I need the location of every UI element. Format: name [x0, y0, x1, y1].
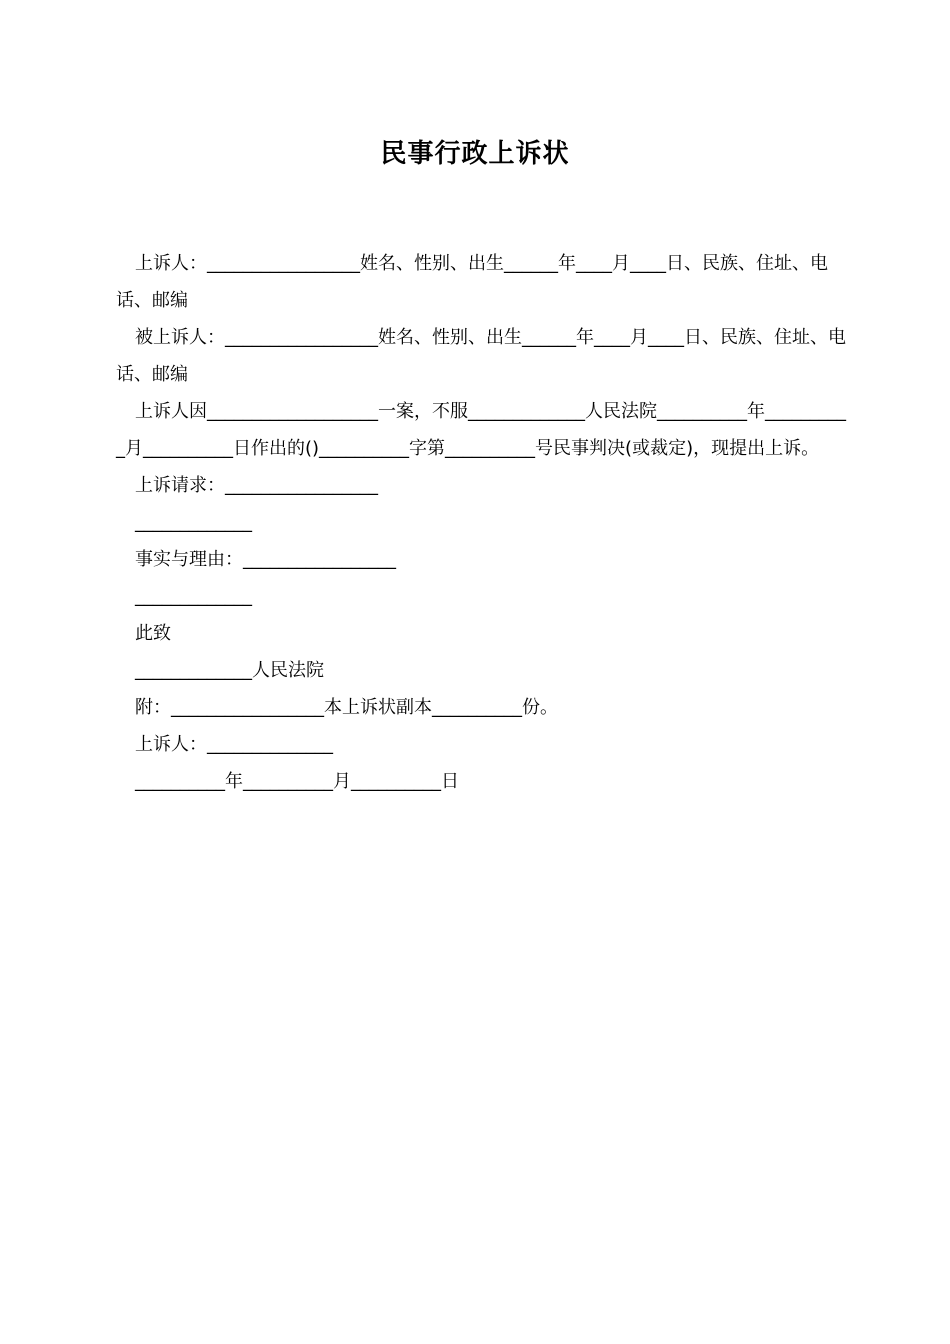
date-line: __________年__________月__________日: [135, 771, 459, 792]
court-line: _____________人民法院: [135, 660, 324, 681]
case-paragraph: 上诉人因___________________一案，不服_____________人民法院__________年__________月__________日作出的()__________字第__________号民事判决(或裁定)，现提出上诉。: [116, 401, 846, 459]
appellee-paragraph: 被上诉人：_________________姓名、性别、出生______年____月____日、民族、住址、电话、邮编: [116, 327, 846, 385]
facts-reasons-blank: _____________: [135, 586, 252, 607]
document-title: 民事行政上诉状: [380, 139, 570, 169]
facts-reasons-line: 事实与理由：_________________: [135, 549, 396, 570]
appellant-paragraph: 上诉人：_________________姓名、性别、出生______年____月____日、民族、住址、电话、邮编: [116, 253, 828, 311]
appeal-request-blank: _____________: [135, 512, 252, 533]
salutation-line: 此致: [135, 623, 171, 644]
appeal-request-line: 上诉请求：_________________: [135, 475, 378, 496]
attachment-line: 附：_________________本上诉状副本__________份。: [135, 697, 558, 718]
document-body: [116, 245, 846, 800]
signature-line: 上诉人：______________: [135, 734, 333, 755]
